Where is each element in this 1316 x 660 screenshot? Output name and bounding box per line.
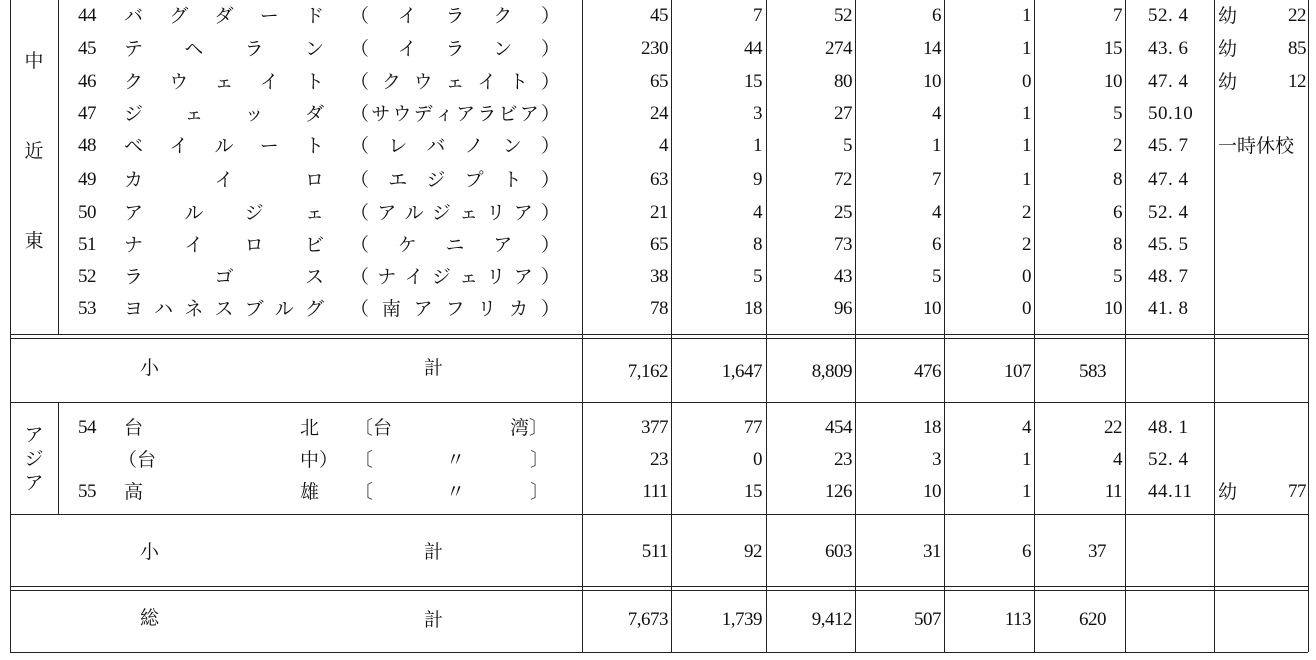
cell-c4: 10	[923, 298, 941, 319]
country-name: （ ナ イ ジ ェ リ ア ）	[350, 266, 560, 288]
date-cell: 52. 4	[1148, 202, 1189, 223]
col-divider-4	[944, 0, 945, 652]
subtotal2-col5: 6	[1022, 541, 1031, 562]
col-divider-5	[1034, 0, 1035, 652]
subtotal2-col1: 511	[641, 541, 668, 562]
cell-c2: 15	[744, 71, 762, 92]
col-divider-6	[1125, 0, 1126, 652]
note-cell: 一時休校	[1218, 135, 1295, 157]
note-cell: 幼	[1218, 481, 1238, 503]
country-name: （ ア ル ジ ェ リ ア ）	[350, 202, 560, 224]
cell-c3: 126	[825, 481, 852, 502]
cell-c6: 5	[1113, 266, 1122, 287]
cell-c3: 274	[825, 38, 852, 59]
cell-c4: 1	[932, 135, 941, 156]
region-divider-middle-east	[58, 0, 59, 334]
date-cell: 45. 7	[1148, 135, 1189, 156]
city-name: テ ヘ ラ ン	[124, 38, 324, 60]
right-border	[1308, 0, 1309, 652]
cell-c2: 18	[744, 298, 762, 319]
city-name: バ グ ダ ー ド	[124, 5, 324, 27]
subtotal1-col3: 8,809	[811, 361, 852, 382]
region-label-middle-east-1: 中	[24, 50, 44, 72]
country-name: （ イ ラ ン ）	[350, 38, 560, 60]
note-cell: 幼	[1218, 71, 1238, 93]
city-name: カ イ ロ	[124, 169, 324, 191]
total-col4: 507	[914, 609, 941, 630]
cell-c1: 23	[650, 449, 668, 470]
cell-c3: 23	[834, 449, 852, 470]
subtotal1-col2: 1,647	[721, 361, 762, 382]
cell-c4: 5	[932, 266, 941, 287]
cell-c5: 1	[1022, 135, 1031, 156]
cell-c6: 7	[1113, 5, 1122, 26]
city-name: ラ ゴ ス	[124, 266, 324, 288]
region-label-middle-east-3: 東	[24, 230, 44, 252]
cell-c4: 3	[932, 449, 941, 470]
cell-c3: 43	[834, 266, 852, 287]
country-ditto-mark: 〃	[446, 449, 466, 471]
cell-c3: 72	[834, 169, 852, 190]
cell-c2: 7	[753, 5, 762, 26]
cell-c5: 2	[1022, 202, 1031, 223]
subtotal1-col4: 476	[914, 361, 941, 382]
line-above-subtotal2	[10, 514, 1308, 515]
line-above-total-b	[10, 590, 1308, 591]
note-cell: 幼	[1218, 5, 1238, 27]
cell-c4: 10	[923, 71, 941, 92]
cell-c5: 1	[1022, 5, 1031, 26]
date-cell: 44.11	[1148, 481, 1193, 502]
cell-c2: 1	[753, 135, 762, 156]
cell-c3: 73	[834, 234, 852, 255]
city-name: ジ ェ ッ ダ	[124, 103, 324, 125]
date-cell: 50.10	[1148, 103, 1194, 124]
cell-c4: 18	[923, 417, 941, 438]
cell-c3: 5	[843, 135, 852, 156]
row-number: 44	[78, 5, 96, 26]
date-cell: 47. 4	[1148, 71, 1189, 92]
cell-c1: 111	[642, 481, 668, 502]
total-col1: 7,673	[627, 609, 668, 630]
total-col3: 9,412	[811, 609, 852, 630]
cell-c5: 1	[1022, 103, 1031, 124]
col-divider-7	[1214, 0, 1215, 652]
cell-c4: 4	[932, 103, 941, 124]
country-name: （ ケ ニ ア ）	[350, 234, 560, 256]
country-ditto-mark: 〃	[446, 481, 466, 503]
subtotal1-col6: 583	[1079, 361, 1106, 382]
city-name: ク ウ ェ イ ト	[124, 71, 324, 93]
country-name: （ サ ウ デ ィ ア ラ ビ ア ）	[350, 103, 560, 125]
cell-c4: 4	[932, 202, 941, 223]
total-label-a: 総	[140, 607, 160, 629]
row-number: 52	[78, 266, 96, 287]
city-name-part-a: 高	[124, 481, 144, 503]
city-name: ア ル ジ ェ	[124, 202, 324, 224]
subtotal2-col4: 31	[923, 541, 941, 562]
cell-c2: 8	[753, 234, 762, 255]
cell-c4: 6	[932, 5, 941, 26]
country-name: （ レ バ ノ ン ）	[350, 135, 560, 157]
cell-c5: 1	[1022, 38, 1031, 59]
city-name-part-b: 北	[300, 417, 320, 439]
date-cell: 41. 8	[1148, 298, 1189, 319]
cell-c1: 63	[650, 169, 668, 190]
row-number: 46	[78, 71, 96, 92]
subtotal1-label-a: 小	[140, 357, 160, 379]
date-cell: 48. 1	[1148, 417, 1189, 438]
country-name-part-a: 〔台	[354, 417, 393, 439]
cell-c6: 8	[1113, 234, 1122, 255]
country-name: （ ク ウ ェ イ ト ）	[350, 71, 560, 93]
cell-c3: 27	[834, 103, 852, 124]
cell-c4: 7	[932, 169, 941, 190]
note-count: 12	[1288, 71, 1306, 92]
col-divider-2	[766, 0, 767, 652]
cell-c5: 0	[1022, 71, 1031, 92]
cell-c1: 4	[659, 135, 668, 156]
cell-c2: 5	[753, 266, 762, 287]
cell-c3: 80	[834, 71, 852, 92]
cell-c1: 45	[650, 5, 668, 26]
note-count: 77	[1288, 481, 1306, 502]
cell-c3: 96	[834, 298, 852, 319]
date-cell: 52. 4	[1148, 449, 1189, 470]
cell-c2: 4	[753, 202, 762, 223]
row-number: 51	[78, 234, 96, 255]
cell-c3: 454	[825, 417, 852, 438]
subtotal2-col3: 603	[825, 541, 852, 562]
row-number: 54	[78, 417, 96, 438]
cell-c6: 5	[1113, 103, 1122, 124]
subtotal2-col2: 92	[744, 541, 762, 562]
cell-c6: 4	[1113, 449, 1122, 470]
city-name: ヨ ハ ネ ス ブ ル グ	[124, 298, 324, 320]
col-divider-1	[671, 0, 672, 652]
date-cell: 45. 5	[1148, 234, 1189, 255]
cell-c2: 15	[744, 481, 762, 502]
country-name: （ エ ジ プ ト ）	[350, 169, 560, 191]
city-name-part-b: 雄	[300, 481, 320, 503]
cell-c5: 2	[1022, 234, 1031, 255]
row-number: 47	[78, 103, 96, 124]
cell-c2: 0	[753, 449, 762, 470]
cell-c1: 24	[650, 103, 668, 124]
left-border	[10, 0, 11, 652]
cell-c6: 10	[1104, 298, 1122, 319]
cell-c5: 0	[1022, 298, 1031, 319]
region-label-asia-2: ジ	[24, 448, 44, 470]
line-above-subtotal1-b	[10, 338, 1308, 339]
cell-c6: 8	[1113, 169, 1122, 190]
row-number: 45	[78, 38, 96, 59]
country-name-part-a: 〔	[354, 449, 374, 471]
cell-c2: 3	[753, 103, 762, 124]
cell-c1: 21	[650, 202, 668, 223]
bottom-border	[10, 652, 1308, 653]
total-label-b: 計	[424, 609, 444, 631]
cell-c4: 14	[923, 38, 941, 59]
city-name: ベ イ ル ー ト	[124, 135, 324, 157]
subtotal1-col1: 7,162	[627, 361, 668, 382]
cell-c1: 377	[641, 417, 668, 438]
cell-c5: 0	[1022, 266, 1031, 287]
cell-c5: 1	[1022, 169, 1031, 190]
city-name: ナ イ ロ ビ	[124, 234, 324, 256]
col-divider-3	[855, 0, 856, 652]
cell-c1: 38	[650, 266, 668, 287]
note-count: 85	[1288, 38, 1306, 59]
region-label-asia-1: ア	[24, 424, 44, 446]
city-name-part-a: （台	[118, 449, 157, 471]
region-label-middle-east-2: 近	[24, 140, 44, 162]
date-cell: 48. 7	[1148, 266, 1189, 287]
country-name-part-b: 〕	[530, 449, 550, 471]
region-label-asia-3: ア	[24, 472, 44, 494]
subtotal1-label-b: 計	[424, 357, 444, 379]
cell-c6: 15	[1104, 38, 1122, 59]
row-number: 48	[78, 135, 96, 156]
total-col6: 620	[1079, 609, 1106, 630]
cell-c5: 1	[1022, 481, 1031, 502]
total-col2: 1,739	[721, 609, 762, 630]
region-divider-asia	[58, 402, 59, 514]
subtotal2-label-a: 小	[140, 541, 160, 563]
date-cell: 52. 4	[1148, 5, 1189, 26]
note-count: 22	[1288, 5, 1306, 26]
cell-c1: 230	[641, 38, 668, 59]
cell-c2: 77	[744, 417, 762, 438]
country-name: （ 南 ア フ リ カ ）	[350, 298, 560, 320]
col-divider-name	[582, 0, 583, 652]
total-col5: 113	[1004, 609, 1031, 630]
subtotal2-label-b: 計	[424, 541, 444, 563]
cell-c6: 22	[1104, 417, 1122, 438]
note-cell: 幼	[1218, 38, 1238, 60]
subtotal1-col5: 107	[1004, 361, 1031, 382]
cell-c2: 9	[753, 169, 762, 190]
cell-c1: 65	[650, 234, 668, 255]
cell-c4: 6	[932, 234, 941, 255]
cell-c6: 11	[1104, 481, 1122, 502]
subtotal2-col6: 37	[1088, 541, 1106, 562]
cell-c5: 4	[1022, 417, 1031, 438]
row-number: 55	[78, 481, 96, 502]
country-name-part-b: 〕	[530, 481, 550, 503]
city-name-part-a: 台	[124, 417, 144, 439]
city-name-part-b: 中）	[300, 449, 339, 471]
country-name-part-b: 湾〕	[510, 417, 549, 439]
cell-c2: 44	[744, 38, 762, 59]
line-above-total	[10, 586, 1308, 587]
cell-c1: 65	[650, 71, 668, 92]
cell-c4: 10	[923, 481, 941, 502]
country-name: （ イ ラ ク ）	[350, 5, 560, 27]
cell-c6: 6	[1113, 202, 1122, 223]
cell-c6: 2	[1113, 135, 1122, 156]
cell-c3: 25	[834, 202, 852, 223]
cell-c6: 10	[1104, 71, 1122, 92]
date-cell: 47. 4	[1148, 169, 1189, 190]
line-above-subtotal1	[10, 334, 1308, 335]
cell-c3: 52	[834, 5, 852, 26]
country-name-part-a: 〔	[354, 481, 374, 503]
line-above-asia	[10, 402, 1308, 403]
row-number: 53	[78, 298, 96, 319]
date-cell: 43. 6	[1148, 38, 1189, 59]
row-number: 50	[78, 202, 96, 223]
cell-c1: 78	[650, 298, 668, 319]
cell-c5: 1	[1022, 449, 1031, 470]
row-number: 49	[78, 169, 96, 190]
